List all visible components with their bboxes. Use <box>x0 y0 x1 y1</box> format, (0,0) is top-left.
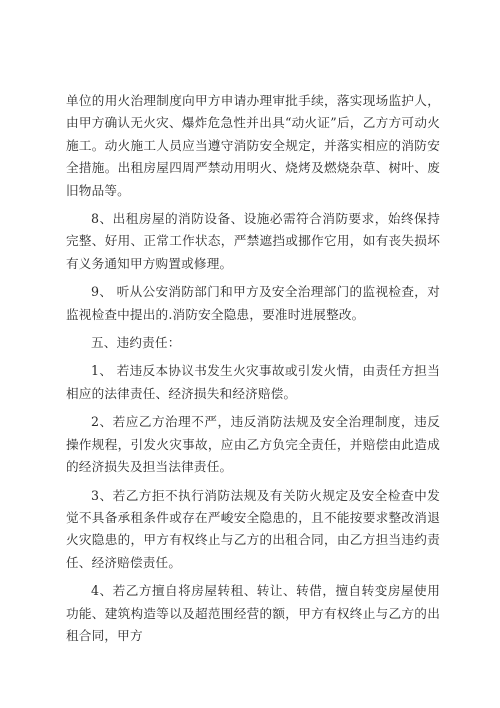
paragraph-clause-8-fire-equipment: 8、出租房屋的消防设备、设施必需符合消防要求，始终保持完整、好用、正常工作状态，严禁遮挡或挪作它用，如有丧失损坏有义务通知甲方购置或修理。 <box>66 211 440 271</box>
document-body <box>66 90 440 653</box>
paragraph-liability-4: 4、若乙方擅自将房屋转租、转让、转借，擅自转变房屋使用功能、建筑构造等以及超范围经营的额，甲方有权终止与乙方的出租合同，甲方 <box>66 583 440 643</box>
section-heading-breach-liability: 五、违约责任： <box>91 335 181 351</box>
paragraph-clause-9-inspection: 9、 听从公安消防部门和甲方及安全治理部门的监视检查，对监视检查中提出的.消防安全隐患，要准时进展整改。 <box>66 284 440 322</box>
paragraph-liability-1: 1、 若违反本协议书发生火灾事故或引发火情，由责任方担当相应的法律责任、经济损失和经济赔偿。 <box>66 363 440 401</box>
paragraph-liability-3: 3、若乙方拒不执行消防法规及有关防火规定及安全检查中发觉不具备承租条件或存在严峻安全隐患的，且不能按要求整改消退火灾隐患的，甲方有权终止与乙方的出租合同，由乙方担当违约责任、经济赔偿责任。 <box>66 487 440 570</box>
paragraph-fire-permit-continued: 单位的用火治理制度向甲方申请办理审批手续，落实现场监护人，由甲方确认无火灾、爆炸危急性并出具“动火证”后，乙方方可动火施工。动火施工人员应当遵守消防安全规定，并落实相应的消防安全措施。出租房屋四周严禁动用明火、烧烤及燃烧杂草、树叶、废旧物品等。 <box>66 93 440 198</box>
paragraph-liability-2: 2、若应乙方治理不严，违反消防法规及安全治理制度，违反操作规程，引发火灾事故，应由乙方负完全责任，并赔偿由此造成的经济损失及担当法律责任。 <box>66 414 440 475</box>
